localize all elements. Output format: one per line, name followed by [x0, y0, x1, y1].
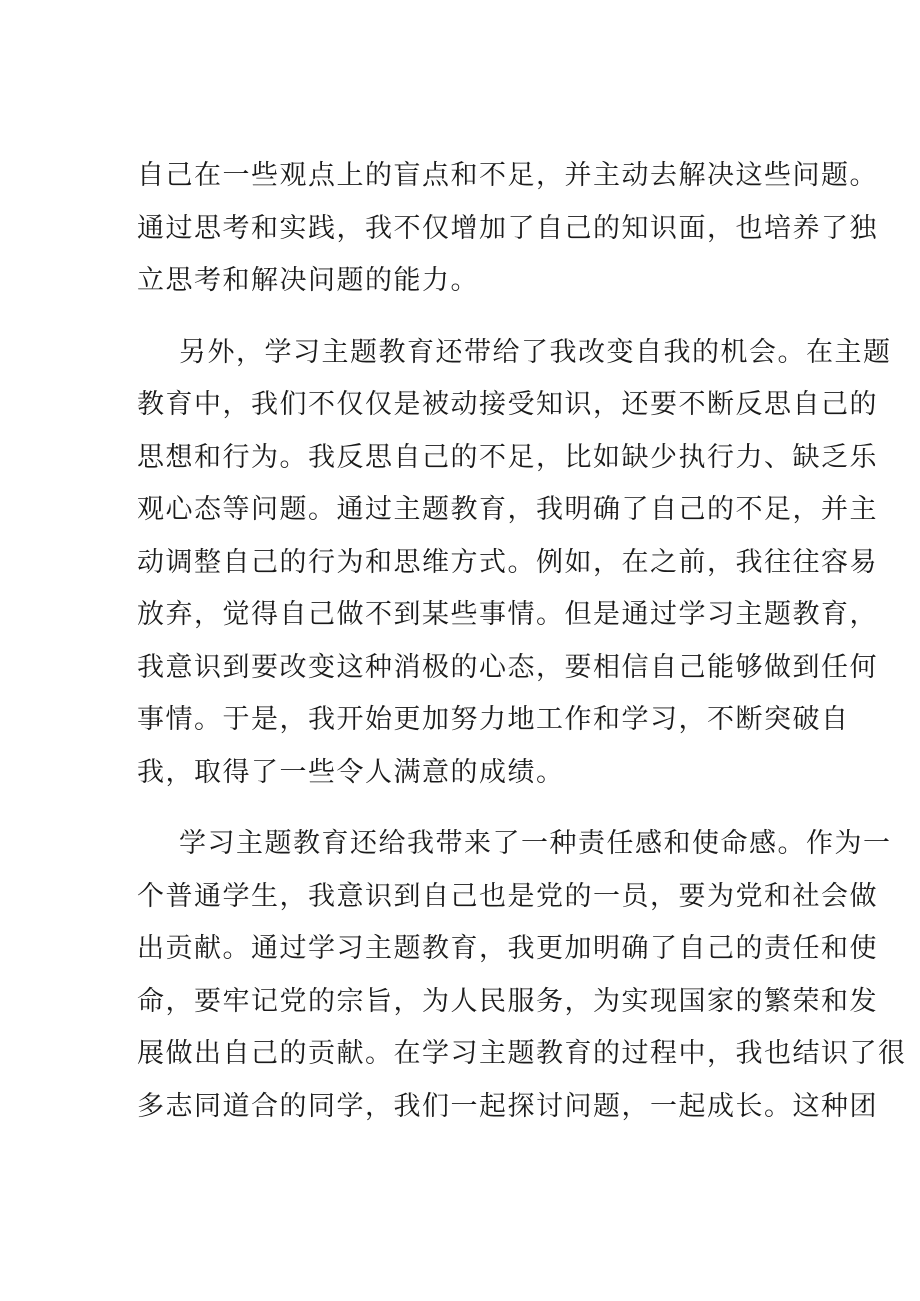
text-line: 观心态等问题。通过主题教育，我明确了自己的不足，并主 — [137, 494, 878, 525]
document-body — [137, 150, 907, 1133]
text-line: 事情。于是，我开始更加努力地工作和学习，不断突破自 — [137, 704, 850, 735]
text-line: 我，取得了一些令人满意的成绩。 — [137, 756, 565, 788]
text-line: 另外，学习主题教育还带给了我改变自我的机会。在主题 — [179, 336, 892, 368]
text-line: 思想和行为。我反思自己的不足，比如缺少执行力、缺乏乐 — [137, 441, 878, 473]
paragraph-3 — [137, 818, 907, 1133]
text-line: 我意识到要改变这种消极的心态，要相信自己能够做到任何 — [137, 651, 878, 683]
text-line: 通过思考和实践，我不仅增加了自己的知识面，也培养了独 — [137, 212, 878, 244]
text-line: 展做出自己的贡献。在学习主题教育的过程中，我也结识了很 — [137, 1038, 907, 1069]
text-line: 出贡献。通过学习主题教育，我更加明确了自己的责任和使 — [137, 933, 878, 964]
text-line: 动调整自己的行为和思维方式。例如，在之前，我往往容易 — [137, 546, 878, 578]
paragraph-1 — [137, 150, 878, 308]
text-line: 自己在一些观点上的盲点和不足，并主动去解决这些问题。 — [137, 160, 878, 191]
text-line: 教育中，我们不仅仅是被动接受知识，还要不断反思自己的 — [137, 389, 878, 420]
text-line: 个普通学生，我意识到自己也是党的一员，要为党和社会做 — [137, 880, 878, 912]
text-line: 命，要牢记党的宗旨，为人民服务，为实现国家的繁荣和发 — [137, 985, 878, 1017]
paragraph-2 — [137, 327, 892, 800]
text-line: 学习主题教育还给我带来了一种责任感和使命感。作为一 — [179, 828, 892, 859]
text-line: 多志同道合的同学，我们一起探讨问题，一起成长。这种团 — [137, 1090, 878, 1122]
text-line: 立思考和解决问题的能力。 — [137, 265, 479, 296]
text-line: 放弃，觉得自己做不到某些事情。但是通过学习主题教育， — [137, 599, 878, 630]
